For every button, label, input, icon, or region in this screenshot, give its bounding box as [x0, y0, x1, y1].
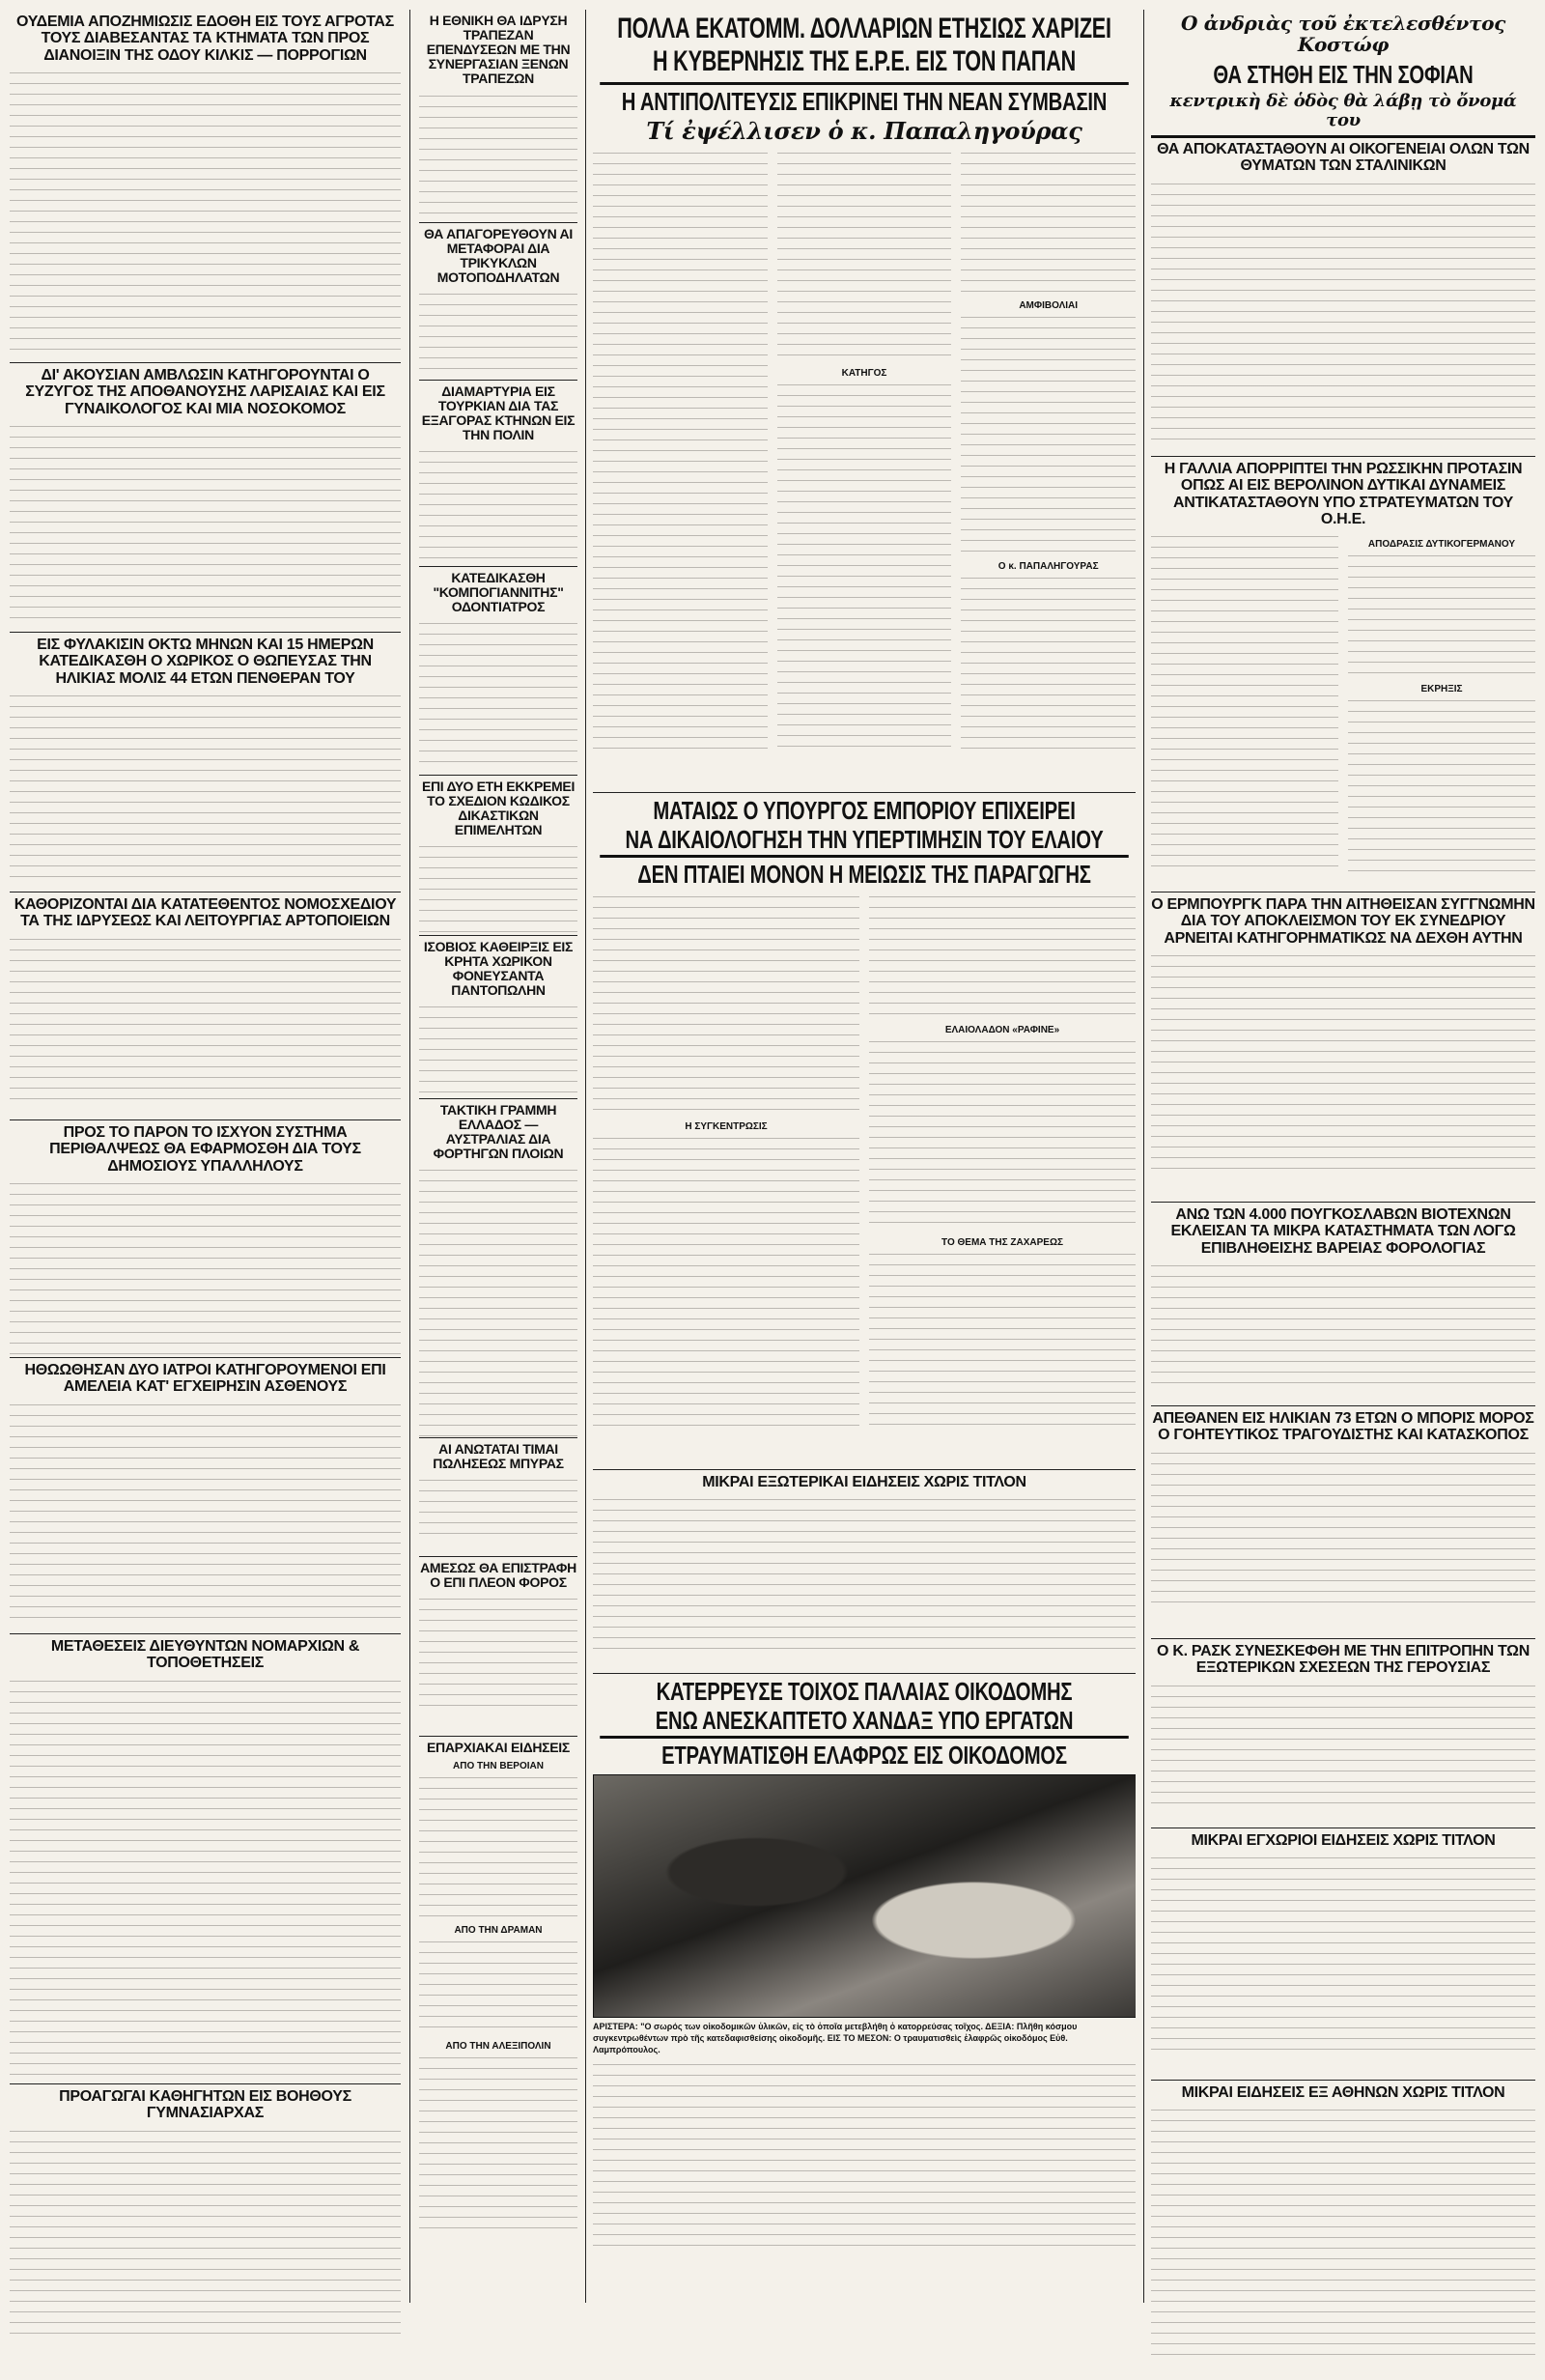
article-body: [419, 620, 577, 770]
article-body: [777, 150, 952, 362]
article-body: [961, 314, 1136, 555]
headline: ΕΠΑΡΧΙΑΚΑΙ ΕΙΔΗΣΕΙΣ: [427, 1740, 570, 1755]
article-body: [777, 382, 952, 749]
headline: ΚΑΘΟΡΙΖΟΝΤΑΙ ΔΙΑ ΚΑΤΑΤΕΘΕΝΤΟΣ ΝΟΜΟΣΧΕΔΙΟΥ ΤΑ ΤΗΣ ΙΔΡΥΣΕΩΣ ΚΑΙ ΛΕΙΤΟΥΡΓΙΑΣ ΑΡΤΟΠΟΙΕΙΩΝ: [14, 896, 397, 930]
article-body: [419, 448, 577, 562]
lead-headline-2: Η ΚΥΒΕΡΝΗΣΙΣ ΤΗΣ Ε.Ρ.Ε. ΕΙΣ ΤΟΝ ΠΑΠΑΝ: [653, 45, 1076, 78]
headline: ΑΠΕΘΑΝΕΝ ΕΙΣ ΗΛΙΚΙΑΝ 73 ΕΤΩΝ Ο ΜΠΟΡΙΣ ΜΟΡΟΣ Ο ΓΟΗΤΕΥΤΙΚΟΣ ΤΡΑΓΟΥΔΙΣΤΗΣ ΚΑΙ ΚΑΤΑΣΚΟΠΟΣ: [1152, 1410, 1534, 1444]
article: [10, 1120, 401, 1358]
article-body: [10, 70, 401, 350]
headline: ΔΙΑΜΑΡΤΥΡΙΑ ΕΙΣ ΤΟΥΡΚΙΑΝ ΔΙΑ ΤΑΣ ΕΞΑΓΟΡΑΣ ΚΤΗΝΩΝ ΕΙΣ ΤΗΝ ΠΟΛΙΝ: [421, 383, 576, 443]
article: [10, 1358, 401, 1634]
headline-1: ΚΑΤΕΡΡΕΥΣΕ ΤΟΙΧΟΣ ΠΑΛΑΙΑΣ ΟΙΚΟΔΟΜΗΣ: [656, 1677, 1073, 1706]
article: [419, 567, 577, 776]
article-body: [10, 2128, 401, 2340]
headline: ΤΑΚΤΙΚΗ ΓΡΑΜΜΗ ΕΛΛΑΔΟΣ — ΑΥΣΤΡΑΛΙΑΣ ΔΙΑ ΦΟΡΤΗΓΩΝ ΠΛΟΙΩΝ: [433, 1102, 564, 1162]
photo-collapsed-wall: [593, 1774, 1136, 2018]
subheading: ΚΑΤΗΓΟΣ: [841, 367, 887, 379]
headline: ΕΠΙ ΔΥΟ ΕΤΗ ΕΚΚΡΕΜΕΙ ΤΟ ΣΧΕΔΙΟΝ ΚΩΔΙΚΟΣ ΔΙΚΑΣΤΙΚΩΝ ΕΠΙΜΕΛΗΤΩΝ: [421, 779, 576, 838]
article-body: [10, 1180, 401, 1358]
article-body: [419, 1939, 577, 2035]
article: [1151, 1406, 1535, 1639]
column-center: [593, 10, 1136, 2303]
article-body: [419, 1477, 577, 1535]
subheading: Ο κ. ΠΑΠΑΛΗΓΟΥΡΑΣ: [997, 560, 1099, 572]
article-body: [1348, 697, 1535, 871]
article-body: [1151, 533, 1338, 871]
subheading: ΑΜΦΙΒΟΛΙΑΙ: [1019, 299, 1079, 311]
article-body: [593, 893, 859, 1116]
article-body: [593, 150, 768, 749]
article-body: [1151, 2107, 1535, 2358]
article: [10, 1634, 401, 2084]
headline: ΜΙΚΡΑΙ ΕΓΧΩΡΙΟΙ ΕΙΔΗΣΕΙΣ ΧΩΡΙΣ ΤΙΤΛΟΝ: [1191, 1832, 1496, 1849]
article-body: [419, 1774, 577, 1919]
article-body: [10, 1678, 401, 2083]
headline: Η ΓΑΛΛΙΑ ΑΠΟΡΡΙΠΤΕΙ ΤΗΝ ΡΩΣΣΙΚΗΝ ΠΡΟΤΑΣΙΝ ΟΠΩΣ ΑΙ ΕΙΣ ΒΕΡΟΛΙΝΟΝ ΔΥΤΙΚΑΙ ΔΥΝΑΜΕΙΣ ΑΝΤΙΚΑΤΑΣΤΑΘΟΥΝ ΥΠΟ ΣΤΡΑΤΕΥΜΑΤΩΝ ΤΟΥ Ο.Η.Ε.: [1164, 461, 1523, 527]
subheading: ΑΠΟ ΤΗΝ ΑΛΕΞΙΠΟΛΙΝ: [445, 2041, 551, 2053]
photo-caption: ΑΡΙΣΤΕΡΑ: "Ο σωρός των οἰκοδομικῶν ὑλικῶν, εἰς τὸ ὁποῖα μετεβλήθη ὁ κατορρεύσας τοῖχος. ΔΕΞΙΑ: Πλῆθη κόσμου συγκεντρωθέντων πρὸ τῆς κατεδαφισθείσης οἰκοδομῆς. ΕΙΣ ΤΟ ΜΕΣΟΝ: Ο τραυματισθεὶς ἐλαφρῶς οἰκοδόμος Εὐθ. Λαμπρόπουλος.: [593, 2022, 1078, 2054]
article: [419, 381, 577, 567]
article: [10, 892, 401, 1120]
article-body: [961, 575, 1136, 749]
article-body: [1151, 1855, 1535, 2057]
subheading: ΕΛΑΙΟΛΑΔΟΝ «ΡΑΦΙΝΕ»: [944, 1025, 1060, 1036]
headline-3: κεντρικὴ δὲ ὁδὸς θὰ λάβῃ τὸ ὄνομά του: [1169, 91, 1517, 130]
column-rule: [1143, 10, 1144, 2303]
headline-3: ΕΤΡΑΥΜΑΤΙΣΘΗ ΕΛΑΦΡΩΣ ΕΙΣ ΟΙΚΟΔΟΜΟΣ: [600, 1736, 1129, 1769]
headline-1: Ο ἀνδριὰς τοῦ ἐκτελεσθέντος Κοστώφ: [1180, 12, 1506, 56]
headline: ΕΙΣ ΦΥΛΑΚΙΣΙΝ ΟΚΤΩ ΜΗΝΩΝ ΚΑΙ 15 ΗΜΕΡΩΝ ΚΑΤΕΔΙΚΑΣΘΗ Ο ΧΩΡΙΚΟΣ Ο ΘΩΠΕΥΣΑΣ ΤΗΝ ΗΛΙΚΙΑΣ ΜΟΛΙΣ 44 ΕΤΩΝ ΠΕΝΘΕΡΑΝ ΤΟΥ: [37, 637, 374, 687]
article: [419, 936, 577, 1099]
article-body: [419, 1167, 577, 1437]
headline-3: ΔΕΝ ΠΤΑΙΕΙ ΜΟΝΟΝ Η ΜΕΙΩΣΙΣ ΤΗΣ ΠΑΡΑΓΩΓΗΣ: [600, 855, 1129, 888]
article-body: [1151, 1262, 1535, 1388]
headline-2: ΕΝΩ ΑΝΕΣΚΑΠΤΕΤΟ ΧΑΝΔΑΞ ΥΠΟ ΕΡΓΑΤΩΝ: [655, 1706, 1074, 1736]
headline-1: ΜΑΤΑΙΩΣ Ο ΥΠΟΥΡΓΟΣ ΕΜΠΟΡΙΟΥ ΕΠΙΧΕΙΡΕΙ: [653, 796, 1076, 825]
headline: Ο Κ. ΡΑΣΚ ΣΥΝΕΣΚΕΦΘΗ ΜΕ ΤΗΝ ΕΠΙΤΡΟΠΗΝ ΤΩΝ ΕΞΩΤΕΡΙΚΩΝ ΣΧΕΣΕΩΝ ΤΗΣ ΓΕΡΟΥΣΙΑΣ: [1157, 1643, 1530, 1677]
article: [10, 10, 401, 363]
column-rule: [585, 10, 586, 2303]
headline: Ο ΕΡΜΠΟΥΡΓΚ ΠΑΡΑ ΤΗΝ ΑΙΤΗΘΕΙΣΑΝ ΣΥΓΓΝΩΜΗΝ ΔΙΑ ΤΟΥ ΑΠΟΚΛΕΙΣΜΟΝ ΤΟΥ ΕΚ ΣΥΝΕΔΡΙΟΥ ΑΡΝΕΙΤΑΙ ΚΑΤΗΓΟΡΗΜΑΤΙΚΩΣ ΝΑ ΔΕΧΘΗ ΑΥΤΗΝ: [1151, 896, 1535, 947]
headline: ΜΙΚΡΑΙ ΕΙΔΗΣΕΙΣ ΕΞ ΑΘΗΝΩΝ ΧΩΡΙΣ ΤΙΤΛΟΝ: [1181, 2084, 1505, 2101]
column-right: [1151, 10, 1535, 2303]
article: [419, 223, 577, 381]
column-second: [419, 10, 577, 2303]
article-body: [869, 893, 1136, 1019]
article-body: [869, 1038, 1136, 1232]
subheading: Η ΣΥΓΚΕΝΤΡΩΣΙΣ: [685, 1121, 768, 1133]
headline: ΠΡΟΣ ΤΟ ΠΑΡΟΝ ΤΟ ΙΣΧΥΟΝ ΣΥΣΤΗΜΑ ΠΕΡΙΘΑΛΨΕΩΣ ΘΑ ΕΦΑΡΜΟΣΘΗ ΔΙΑ ΤΟΥΣ ΔΗΜΟΣΙΟΥΣ ΥΠΑΛΛΗΛΟΥΣ: [49, 1124, 361, 1175]
article-body: [1151, 952, 1535, 1175]
column-left: [10, 10, 401, 2303]
headline: ΟΥΔΕΜΙΑ ΑΠΟΖΗΜΙΩΣΙΣ ΕΔΟΘΗ ΕΙΣ ΤΟΥΣ ΑΓΡΟΤΑΣ ΤΟΥΣ ΔΙΑΒΕΣΑΝΤΑΣ ΤΑ ΚΤΗΜΑΤΑ ΤΩΝ ΠΡΟΣ ΔΙΑΝΟΙΞΙΝ ΤΗΣ ΟΔΟΥ ΚΙΛΚΙΣ — ΠΟΡΡΟΓΙΩΝ: [16, 14, 394, 64]
article-body: [10, 1402, 401, 1619]
lead-subheadline: Τί ἐψέλλισεν ὁ κ. Παπαληγούρας: [646, 116, 1082, 145]
article: [1151, 1828, 1535, 2081]
article-body: [593, 2061, 1136, 2254]
article-body: [1151, 1450, 1535, 1609]
article-body: [10, 936, 401, 1105]
subheading: ΤΟ ΘΕΜΑ ΤΗΣ ΖΑΧΑΡΕΩΣ: [941, 1237, 1063, 1249]
article: [1151, 892, 1535, 1203]
lead-article: [593, 10, 1136, 793]
article-body: [419, 1596, 577, 1712]
article-body: [1348, 552, 1535, 678]
subheading: ΕΚΡΗΞΙΣ: [1420, 684, 1463, 695]
article: [1151, 457, 1535, 892]
article-body: [869, 1251, 1136, 1434]
lead-headline-1: ΠΟΛΛΑ ΕΚΑΤΟΜΜ. ΔΟΛΛΑΡΙΩΝ ΕΤΗΣΙΩΣ ΧΑΡΙΖΕΙ: [617, 13, 1111, 44]
article-body: [419, 843, 577, 935]
article: [10, 2084, 401, 2350]
headline-2: ΘΑ ΣΤΗΘΗ ΕΙΣ ΤΗΝ ΣΟΦΙΑΝ: [1213, 60, 1474, 90]
newspaper-page: [10, 10, 1535, 2303]
article-body: [961, 150, 1136, 295]
article: [419, 1438, 577, 1557]
article: [419, 1737, 577, 2253]
headline: ΚΑΤΕΔΙΚΑΣΘΗ "ΚΟΜΠΟΓΙΑΝΝΙΤΗΣ" ΟΔΟΝΤΙΑΤΡΟΣ: [433, 570, 564, 615]
article-body: [419, 291, 577, 378]
article: [593, 1674, 1136, 2302]
article: [10, 633, 401, 892]
article-body: [419, 93, 577, 213]
article-body: [1151, 1683, 1535, 1808]
article: [593, 793, 1136, 1470]
article-body: [1151, 181, 1535, 441]
headline: ΜΕΤΑΘΕΣΕΙΣ ΔΙΕΥΘΥΝΤΩΝ ΝΟΜΑΡΧΙΩΝ & ΤΟΠΟΘΕΤΗΣΕΙΣ: [50, 1638, 360, 1672]
headline: Η ΕΘΝΙΚΗ ΘΑ ΙΔΡΥΣΗ ΤΡΑΠΕΖΑΝ ΕΠΕΝΔΥΣΕΩΝ ΜΕ ΤΗΝ ΣΥΝΕΡΓΑΣΙΑΝ ΞΕΝΩΝ ΤΡΑΠΕΖΩΝ: [426, 13, 571, 87]
lead-headline-3: Η ΑΝΤΙΠΟΛΙΤΕΥΣΙΣ ΕΠΙΚΡΙΝΕΙ ΤΗΝ ΝΕΑΝ ΣΥΜΒΑΣΙΝ: [600, 82, 1129, 115]
article: [1151, 1639, 1535, 1828]
column-rule: [409, 10, 410, 2303]
article-body: [10, 423, 401, 621]
headline: ΙΣΟΒΙΟΣ ΚΑΘΕΙΡΞΙΣ ΕΙΣ ΚΡΗΤΑ ΧΩΡΙΚΟΝ ΦΟΝΕΥΣΑΝΤΑ ΠΑΝΤΟΠΩΛΗΝ: [423, 939, 574, 999]
article: [419, 776, 577, 936]
article-body: [10, 693, 401, 881]
headline: ΑΜΕΣΩΣ ΘΑ ΕΠΙΣΤΡΑΦΗ Ο ΕΠΙ ΠΛΕΟΝ ΦΟΡΟΣ: [420, 1560, 576, 1591]
article: [1151, 2081, 1535, 2380]
headline: ΔΙ' ΑΚΟΥΣΙΑΝ ΑΜΒΛΩΣΙΝ ΚΑΤΗΓΟΡΟΥΝΤΑΙ Ο ΣΥΖΥΓΟΣ ΤΗΣ ΑΠΟΘΑΝΟΥΣΗΣ ΛΑΡΙΣΑΙΑΣ ΚΑΙ ΕΙΣ ΓΥΝΑΙΚΟΛΟΓΟΣ ΚΑΙ ΜΙΑ ΝΟΣΟΚΟΜΟΣ: [25, 367, 385, 417]
article: [419, 1557, 577, 1737]
headline: ΑΙ ΑΝΩΤΑΤΑΙ ΤΙΜΑΙ ΠΩΛΗΣΕΩΣ ΜΠΥΡΑΣ: [433, 1441, 564, 1472]
headline-4: ΘΑ ΑΠΟΚΑΤΑΣΤΑΘΟΥΝ ΑΙ ΟΙΚΟΓΕΝΕΙΑΙ ΟΛΩΝ ΤΩΝ ΘΥΜΑΤΩΝ ΤΩΝ ΣΤΑΛΙΝΙΚΩΝ: [1151, 135, 1535, 175]
subheading: ΑΠΟ ΤΗΝ ΔΡΑΜΑΝ: [454, 1925, 543, 1937]
article: [593, 1470, 1136, 1674]
article-body: [419, 1004, 577, 1095]
headline: ΘΑ ΑΠΑΓΟΡΕΥΘΟΥΝ ΑΙ ΜΕΤΑΦΟΡΑΙ ΔΙΑ ΤΡΙΚΥΚΛΩΝ ΜΟΤΟΠΟΔΗΛΑΤΩΝ: [424, 226, 573, 286]
headline-2: ΝΑ ΔΙΚΑΙΟΛΟΓΗΣΗ ΤΗΝ ΥΠΕΡΤΙΜΗΣΙΝ ΤΟΥ ΕΛΑΙΟΥ: [625, 825, 1104, 855]
article: [10, 363, 401, 633]
article: [419, 10, 577, 223]
headline: ΑΝΩ ΤΩΝ 4.000 ΠΟΥΓΚΟΣΛΑΒΩΝ ΒΙΟΤΕΧΝΩΝ ΕΚΛΕΙΣΑΝ ΤΑ ΜΙΚΡΑ ΚΑΤΑΣΤΗΜΑΤΑ ΤΩΝ ΛΟΓΩ ΕΠΙΒΛΗΘΕΙΣΗΣ ΒΑΡΕΙΑΣ ΦΟΡΟΛΟΓΙΑΣ: [1170, 1206, 1516, 1257]
article: [419, 1099, 577, 1438]
article: [1151, 10, 1535, 457]
headline: ΗΘΩΩΘΗΣΑΝ ΔΥΟ ΙΑΤΡΟΙ ΚΑΤΗΓΟΡΟΥΜΕΝΟΙ ΕΠΙ ΑΜΕΛΕΙΑ ΚΑΤ' ΕΓΧΕΙΡΗΣΙΝ ΑΣΘΕΝΟΥΣ: [24, 1362, 386, 1396]
subheading: ΑΠΟΔΡΑΣΙΣ ΔΥΤΙΚΟΓΕΡΜΑΝΟΥ: [1367, 539, 1516, 551]
article-body: [593, 1135, 859, 1434]
article: [1151, 1203, 1535, 1406]
article-body: [419, 2054, 577, 2228]
headline: ΜΙΚΡΑΙ ΕΞΩΤΕΡΙΚΑΙ ΕΙΔΗΣΕΙΣ ΧΩΡΙΣ ΤΙΤΛΟΝ: [702, 1474, 1026, 1490]
subheading: ΑΠΟ ΤΗΝ ΒΕΡΟΙΑΝ: [453, 1761, 544, 1772]
headline: ΠΡΟΑΓΩΓΑΙ ΚΑΘΗΓΗΤΩΝ ΕΙΣ ΒΟΗΘΟΥΣ ΓΥΜΝΑΣΙΑΡΧΑΣ: [59, 2088, 351, 2122]
article-body: [593, 1496, 1136, 1656]
